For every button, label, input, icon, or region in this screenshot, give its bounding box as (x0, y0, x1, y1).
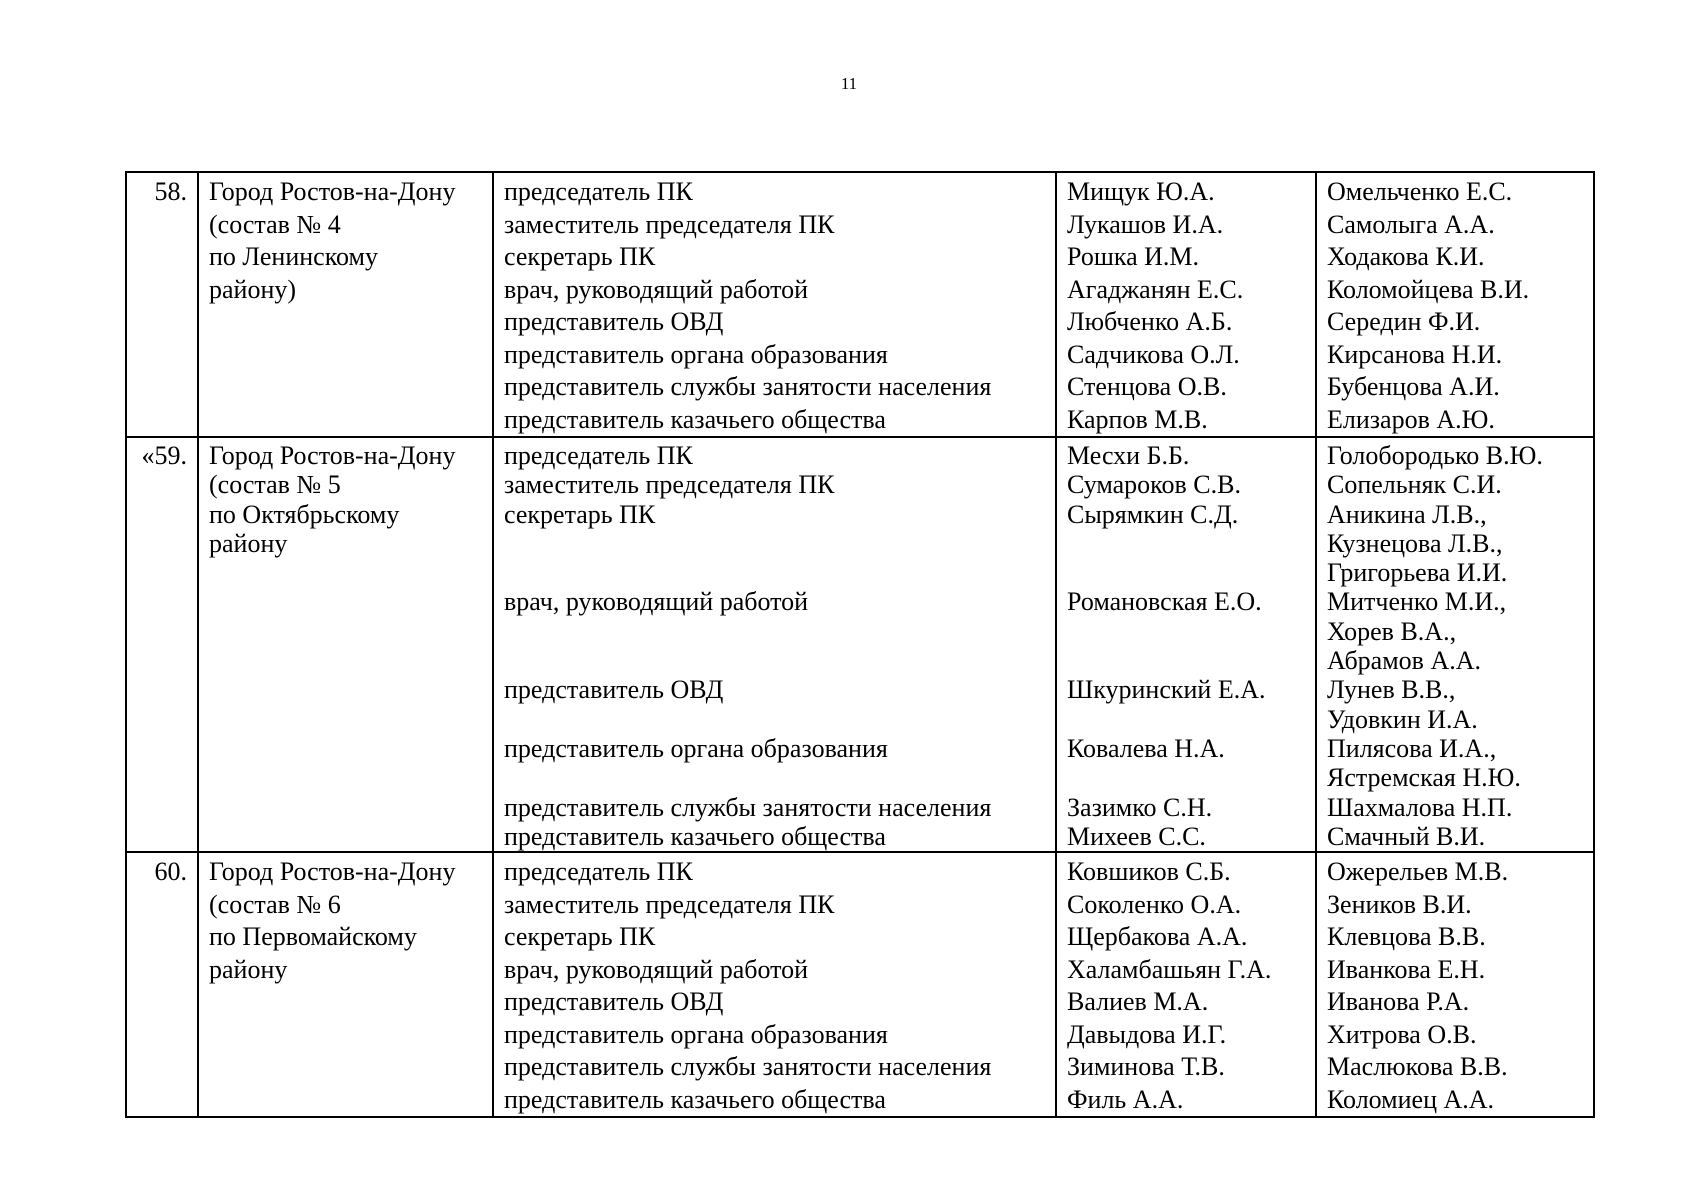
reserve-name: Хитрова О.В. (1327, 1019, 1477, 1049)
table-row-60 (126, 852, 1594, 1117)
reserve-name: Середин Ф.И. (1327, 307, 1481, 336)
reserve-name: Коломойцева В.И. (1327, 274, 1530, 304)
member-name: Давыдова И.Г. (1067, 1019, 1227, 1049)
location-line: Город Ростов-на-Дону (209, 441, 456, 470)
roles-cell (493, 437, 1056, 852)
role: заместитель председателя ПК (504, 209, 835, 239)
table-row-59 (126, 437, 1594, 852)
role: представитель службы занятости населения (504, 1052, 992, 1082)
reserve-name: Маслюкова В.В. (1327, 1052, 1508, 1082)
reserve-name: Митченко М.И., (1327, 587, 1507, 617)
reserve-name: Елизаров А.Ю. (1327, 404, 1495, 434)
role: представитель казачьего общества (504, 1084, 886, 1114)
location-line: (состав № 4 (209, 209, 341, 239)
page-number: 11 (840, 74, 858, 93)
member-name: Романовская Е.О. (1067, 587, 1262, 617)
reserve-name: Аникина Л.В., (1327, 499, 1487, 529)
member-name: Соколенко О.А. (1067, 889, 1242, 919)
member-name: Ковшиков С.Б. (1067, 857, 1231, 887)
member-name: Шкуринский Е.А. (1067, 675, 1266, 705)
member-name: Сумароков С.В. (1067, 470, 1241, 500)
member-name: Карпов М.В. (1067, 404, 1208, 434)
role: секретарь ПК (504, 922, 656, 952)
reserve-name: Пилясова И.А., (1327, 733, 1497, 763)
role: секретарь ПК (504, 242, 656, 271)
member-name: Зиминова Т.В. (1067, 1052, 1225, 1082)
member-name: Щербакова А.А. (1067, 922, 1248, 952)
member-name: Халамбашьян Г.А. (1067, 954, 1272, 984)
reserves-cell (1316, 172, 1594, 437)
reserves-cell (1316, 852, 1594, 1117)
member-name: Зазимко С.Н. (1067, 792, 1213, 822)
role: представитель органа образования (504, 1019, 888, 1049)
reserve-name: Ожерельев М.В. (1327, 857, 1509, 887)
role: заместитель председателя ПК (504, 889, 835, 919)
reserve-name: Кирсанова Н.И. (1327, 339, 1503, 369)
reserve-name: Бубенцова А.И. (1327, 372, 1500, 401)
role: председатель ПК (504, 441, 693, 470)
reserve-name: Ходакова К.И. (1327, 242, 1485, 271)
location-line: (состав № 5 (209, 470, 341, 500)
row-number: 60. (126, 852, 198, 1117)
row-number: «59. (126, 437, 198, 852)
reserve-name: Ястремская Н.Ю. (1327, 763, 1521, 793)
member-name: Садчикова О.Л. (1067, 339, 1240, 369)
role: врач, руководящий работой (504, 274, 809, 304)
member-name: Мищук Ю.А. (1067, 177, 1215, 206)
reserve-name: Кузнецова Л.В., (1327, 528, 1503, 558)
role: представитель службы занятости населения (504, 792, 992, 822)
members-cell (1056, 852, 1316, 1117)
member-name: Филь А.А. (1067, 1084, 1184, 1114)
reserve-name: Иванкова Е.Н. (1327, 954, 1486, 984)
member-name: Сырямкин С.Д. (1067, 499, 1239, 529)
reserve-name: Григорьева И.И. (1327, 558, 1508, 588)
reserve-name: Иванова Р.А. (1327, 987, 1470, 1017)
member-name: Михеев С.С. (1067, 821, 1206, 851)
reserves-cell (1316, 437, 1594, 852)
location-cell (198, 852, 493, 1117)
reserve-name: Лунев В.В., (1327, 675, 1456, 705)
member-name: Стенцова О.В. (1067, 372, 1227, 401)
member-name: Любченко А.Б. (1067, 307, 1233, 336)
location-line: району) (209, 274, 297, 304)
location-line: району (209, 528, 288, 558)
reserve-name: Коломиец А.А. (1327, 1084, 1495, 1114)
location-line: по Ленинскому (209, 242, 378, 271)
location-line: Город Ростов-на-Дону (209, 177, 456, 206)
roles-cell (493, 852, 1056, 1117)
role: председатель ПК (504, 177, 693, 206)
reserve-name: Шахмалова Н.П. (1327, 792, 1513, 822)
location-cell (198, 437, 493, 852)
member-name: Агаджанян Е.С. (1067, 274, 1244, 304)
reserve-name: Абрамов А.А. (1327, 646, 1482, 676)
members-cell (1056, 172, 1316, 437)
role: представитель органа образования (504, 339, 888, 369)
role: врач, руководящий работой (504, 587, 809, 617)
role: заместитель председателя ПК (504, 470, 835, 500)
member-name: Лукашов И.А. (1067, 209, 1224, 239)
reserve-name: Зеников В.И. (1327, 889, 1472, 919)
location-cell (198, 172, 493, 437)
role: представитель ОВД (504, 675, 724, 705)
member-name: Ковалева Н.А. (1067, 733, 1225, 763)
roles-cell (493, 172, 1056, 437)
reserve-name: Смачный В.И. (1327, 821, 1486, 851)
reserve-name: Клевцова В.В. (1327, 922, 1486, 952)
commission-table (125, 171, 1595, 1118)
row-number: 58. (126, 172, 198, 437)
reserve-name: Омельченко Е.С. (1327, 177, 1513, 206)
role: представитель органа образования (504, 733, 888, 763)
location-line: району (209, 954, 288, 984)
member-name: Рошка И.М. (1067, 242, 1200, 271)
role: секретарь ПК (504, 499, 656, 529)
role: представитель ОВД (504, 987, 724, 1017)
location-line: по Октябрьскому (209, 499, 400, 529)
reserve-name: Голобородько В.Ю. (1327, 441, 1543, 470)
location-line: Город Ростов-на-Дону (209, 857, 456, 887)
role: председатель ПК (504, 857, 693, 887)
role: представитель ОВД (504, 307, 724, 336)
member-name: Месхи Б.Б. (1067, 441, 1190, 470)
location-line: (состав № 6 (209, 889, 341, 919)
reserve-name: Сопельняк С.И. (1327, 470, 1502, 500)
reserve-name: Хорев В.А., (1327, 616, 1457, 646)
location-line: по Первомайскому (209, 922, 417, 952)
role: представитель казачьего общества (504, 404, 886, 434)
table-row-58 (126, 172, 1594, 437)
member-name: Валиев М.А. (1067, 987, 1209, 1017)
reserve-name: Удовкин И.А. (1327, 704, 1478, 734)
role: представитель казачьего общества (504, 821, 886, 851)
role: врач, руководящий работой (504, 954, 809, 984)
members-cell (1056, 437, 1316, 852)
role: представитель службы занятости населения (504, 372, 992, 401)
reserve-name: Самолыга А.А. (1327, 209, 1495, 239)
